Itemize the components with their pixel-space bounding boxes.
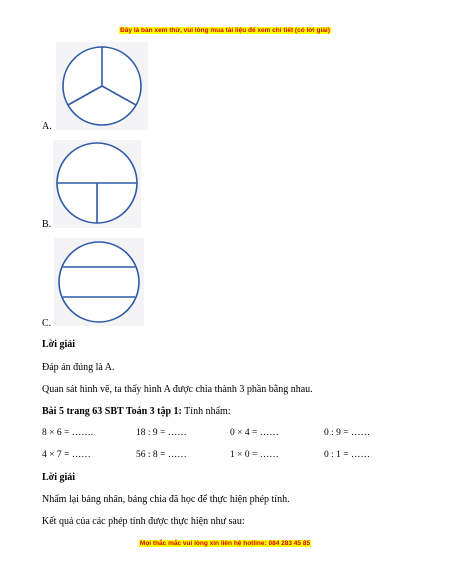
result-text: Kết quả của các phép tính được thực hiện như sau: xyxy=(42,516,245,527)
calc-r1-c4: 0 : 9 = …… xyxy=(324,428,370,438)
option-c-label: C. xyxy=(42,318,52,329)
calc-r1-c3: 0 × 4 = …… xyxy=(230,428,279,438)
hint-text: Nhẩm lại bảng nhân, bảng chia đã học để thực hiện phép tính. xyxy=(42,494,290,505)
figure-b-circle-unequal-parts xyxy=(53,140,141,228)
figure-a-circle-three-parts xyxy=(56,42,148,130)
calc-r2-c2: 56 : 8 = …… xyxy=(136,450,187,460)
option-b-label: B. xyxy=(42,219,52,230)
calc-r2-c3: 1 × 0 = …… xyxy=(230,450,279,460)
calc-r1-c2: 18 : 9 = …… xyxy=(136,428,187,438)
exercise-title xyxy=(42,406,231,417)
footer-notice: Mọi thắc mắc vui lòng xin liên hệ hotline: 084 283 45 85 xyxy=(139,540,311,547)
calc-r1-c1: 8 × 6 = ……. xyxy=(42,428,94,438)
exercise-title-rest: Tính nhẩm: xyxy=(181,406,231,417)
calc-r2-c1: 4 × 7 = …… xyxy=(42,450,91,460)
solution-heading-2: Lời giải xyxy=(42,472,76,483)
solution-heading: Lời giải xyxy=(42,339,76,350)
exercise-title-bold: Bài 5 trang 63 SBT Toán 3 tập 1: xyxy=(42,406,182,417)
option-a-label: A. xyxy=(42,121,52,132)
explanation-text: Quan sát hình vẽ, ta thấy hình A được chia thành 3 phần bằng nhau. xyxy=(42,384,313,395)
calc-r2-c4: 0 : 1 = …… xyxy=(324,450,370,460)
header-notice: Đây là bản xem thử, vui lòng mua tài liệu để xem chi tiết (có lời giải) xyxy=(120,27,330,34)
answer-text: Đáp án đúng là A. xyxy=(42,362,115,373)
figure-c-circle-strips xyxy=(54,238,144,326)
